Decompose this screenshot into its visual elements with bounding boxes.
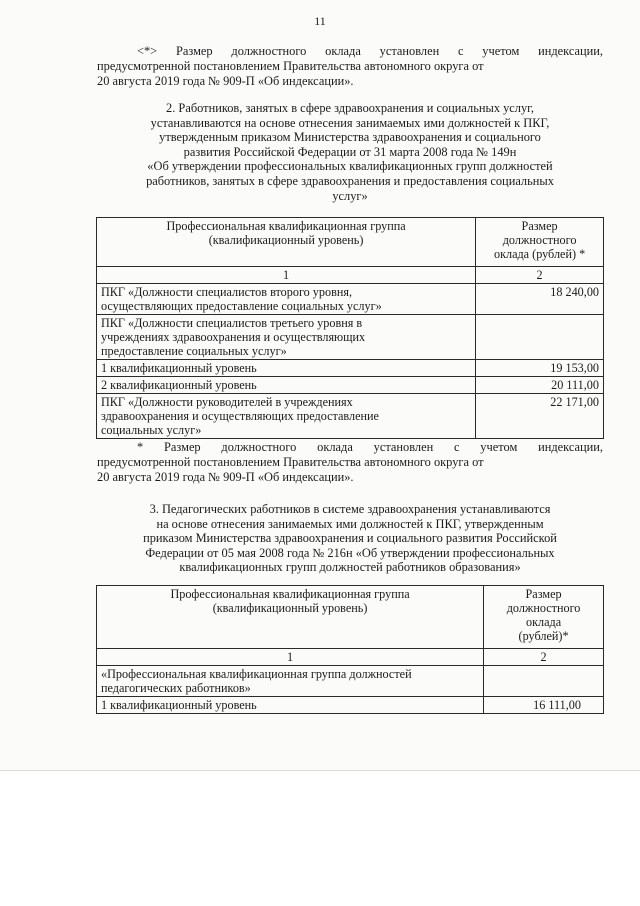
qualification-group-cell bbox=[97, 666, 484, 697]
qualification-group-cell bbox=[97, 315, 476, 360]
qualification-level-cell: 1 квалификационный уровень bbox=[97, 697, 484, 714]
column-number-row bbox=[97, 267, 604, 284]
header-qualification-group bbox=[97, 586, 484, 649]
salary-cell: 22 171,00 bbox=[476, 394, 604, 439]
header-line: оклада bbox=[525, 615, 562, 629]
header-line: Профессиональная квалификационная группа bbox=[166, 219, 406, 233]
header-line: должностного bbox=[502, 233, 577, 247]
salary-table-pedagogical bbox=[96, 585, 604, 714]
table-row bbox=[97, 315, 604, 360]
header-line: (квалификационный уровень) bbox=[212, 601, 368, 615]
cell-line: педагогических работников» bbox=[101, 681, 251, 695]
header-line: оклада (рублей) * bbox=[493, 247, 586, 261]
section-3-line: Федерации от 05 мая 2008 года № 216н «Об утверждении профессиональных bbox=[145, 545, 555, 560]
table-row bbox=[97, 360, 604, 377]
header-line: (рублей)* bbox=[518, 629, 569, 643]
cell-line: предоставление социальных услуг» bbox=[101, 344, 287, 358]
header-qualification-group bbox=[97, 218, 476, 267]
page-number: 11 bbox=[314, 14, 326, 28]
section-3-line: 3. Педагогических работников в системе здравоохранения устанавливаются bbox=[149, 502, 551, 516]
table-row bbox=[97, 284, 604, 315]
salary-cell bbox=[484, 666, 604, 697]
header-salary bbox=[476, 218, 604, 267]
scan-blank-margin bbox=[0, 770, 640, 906]
footnote-1-line-3: 20 августа 2019 года № 909-П «Об индексации». bbox=[97, 74, 354, 88]
table-header-row bbox=[97, 586, 604, 649]
column-number-row bbox=[97, 649, 604, 666]
salary-cell bbox=[476, 315, 604, 360]
salary-cell: 19 153,00 bbox=[476, 360, 604, 377]
footnote-indexation-1 bbox=[97, 44, 603, 89]
section-2-heading bbox=[95, 101, 605, 203]
cell-line: ПКГ «Должности руководителей в учреждениях bbox=[101, 395, 353, 409]
column-number-2: 2 bbox=[484, 649, 604, 666]
section-2-line: 2. Работников, занятых в сфере здравоохранения и социальных услуг, bbox=[166, 101, 534, 115]
table-row bbox=[97, 377, 604, 394]
salary-table-healthcare bbox=[96, 217, 604, 439]
column-number-2: 2 bbox=[476, 267, 604, 284]
cell-line: ПКГ «Должности специалистов третьего уровня в bbox=[101, 316, 363, 330]
table-row bbox=[97, 697, 604, 714]
footnote-2-line-2: предусмотренной постановлением Правительства автономного округа от bbox=[97, 455, 484, 469]
cell-line: учреждениях здравоохранения и осуществляющих bbox=[101, 330, 366, 344]
table-header-row bbox=[97, 218, 604, 267]
footnote-1-line-1: <*> Размер должностного оклада установлен с учетом индексации, bbox=[137, 44, 603, 58]
header-line: (квалификационный уровень) bbox=[208, 233, 364, 247]
section-2-line: утвержденным приказом Министерства здравоохранения и социального bbox=[159, 130, 541, 145]
qualification-group-cell bbox=[97, 284, 476, 315]
cell-line: «Профессиональная квалификационная группа должностей bbox=[101, 667, 412, 681]
column-number-1: 1 bbox=[97, 649, 484, 666]
section-3-line: приказом Министерства здравоохранения и социального развития Российской bbox=[143, 531, 557, 546]
header-line: Размер bbox=[521, 219, 558, 233]
header-line: Профессиональная квалификационная группа bbox=[170, 587, 410, 601]
section-2-line: работников, занятых в сфере здравоохранения и предоставления социальных bbox=[146, 173, 554, 188]
section-2-line: устанавливаются на основе отнесения занимаемых ими должностей к ПКГ, bbox=[150, 115, 550, 130]
header-line: должностного bbox=[506, 601, 581, 615]
footnote-1-line-2: предусмотренной постановлением Правительства автономного округа от bbox=[97, 59, 484, 73]
footnote-2-line-1: * Размер должностного оклада установлен с учетом индексации, bbox=[137, 440, 603, 454]
qualification-group-cell bbox=[97, 394, 476, 439]
qualification-level-cell: 1 квалификационный уровень bbox=[97, 360, 476, 377]
section-2-line: развития Российской Федерации от 31 марта 2008 года № 149н bbox=[183, 144, 517, 159]
footnote-indexation-2 bbox=[97, 440, 603, 485]
table-row bbox=[97, 394, 604, 439]
section-3-line: на основе отнесения занимаемых ими должностей к ПКГ, утвержденным bbox=[156, 516, 544, 531]
table-row bbox=[97, 666, 604, 697]
section-3-heading bbox=[95, 502, 605, 575]
cell-line: ПКГ «Должности специалистов второго уровня, bbox=[101, 285, 353, 299]
header-salary bbox=[484, 586, 604, 649]
section-3-line: квалификационных групп должностей работников образования» bbox=[179, 560, 521, 575]
column-number-1: 1 bbox=[97, 267, 476, 284]
salary-cell: 20 111,00 bbox=[476, 377, 604, 394]
cell-line: здравоохранения и осуществляющих предоставление bbox=[101, 409, 379, 423]
section-2-line: «Об утверждении профессиональных квалификационных групп должностей bbox=[147, 159, 553, 174]
section-2-line: услуг» bbox=[332, 188, 368, 203]
qualification-level-cell: 2 квалификационный уровень bbox=[97, 377, 476, 394]
salary-cell: 18 240,00 bbox=[476, 284, 604, 315]
footnote-2-line-3: 20 августа 2019 года № 909-П «Об индексации». bbox=[97, 470, 354, 484]
salary-cell: 16 111,00 bbox=[484, 697, 604, 714]
header-line: Размер bbox=[525, 587, 562, 601]
cell-line: осуществляющих предоставление социальных услуг» bbox=[101, 299, 382, 313]
cell-line: социальных услуг» bbox=[101, 423, 202, 437]
